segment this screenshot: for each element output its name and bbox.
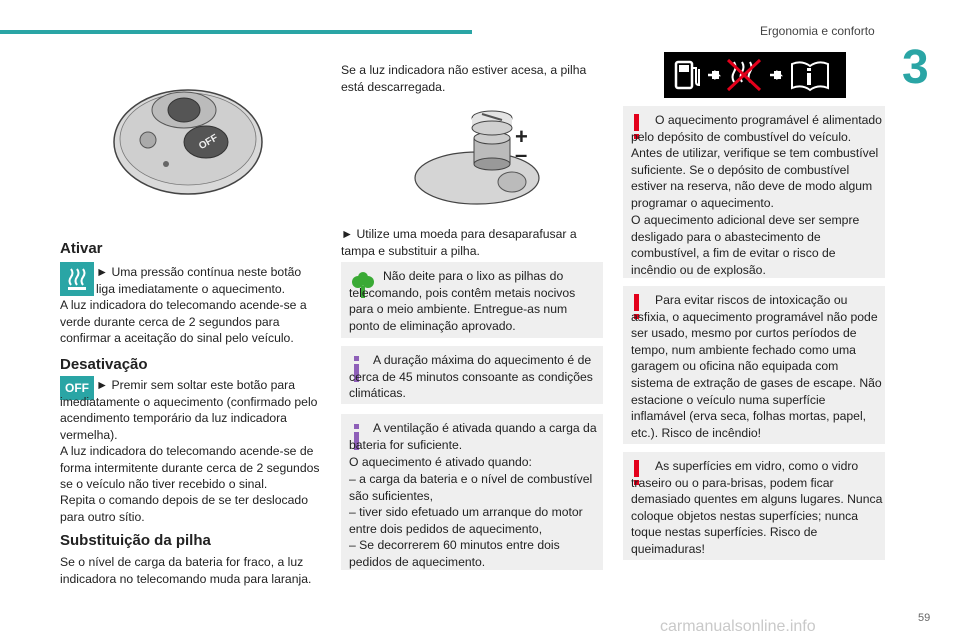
info-2-line4: – Se decorrerem 60 minutos entre dois pedidos de aquecimento.	[349, 538, 560, 569]
off-icon-label: OFF	[65, 381, 89, 395]
plus-label: +	[515, 124, 528, 149]
info-box-1	[341, 346, 603, 404]
warning-box-2	[623, 286, 885, 444]
remote-control-illustration	[108, 82, 268, 202]
warning-box-3	[623, 452, 885, 560]
section-title: Ergonomia e conforto	[760, 24, 875, 38]
header-accent-bar	[0, 30, 472, 34]
info-2-line2: – a carga da bateria e o nível de combustível são suficientes,	[349, 472, 593, 503]
ativar-text: A luz indicadora do telecomando acende-se a verde durante cerca de 2 segundos para confirmar a aceitação do sinal pelo veículo.	[60, 298, 307, 346]
remote-off-label: OFF	[197, 132, 220, 153]
desativacao-text2: Repita o comando depois de se ter deslocado para outro sítio.	[60, 493, 308, 524]
warning-box-1	[623, 106, 885, 278]
info-1-text: A duração máxima do aquecimento é de cerca de 45 minutos consoante as condições climáticas.	[349, 353, 593, 401]
warning-3-text: As superfícies em vidro, como o vidro traseiro ou o para-brisas, podem ficar demasiado quentes em alguns lugares. Nunca coloque objetos nestas superfícies; nunca toque nestas superfícies. Risco de queimaduras!	[631, 459, 883, 556]
pilha-text: Se o nível de carga da bateria for fraco, a luz indicadora no telecomando muda para laranja.	[60, 555, 312, 586]
minus-label: –	[515, 142, 528, 167]
info-2-line1: O aquecimento é ativado quando:	[349, 455, 532, 469]
eco-note-box	[341, 262, 603, 338]
warning-1b-text: O aquecimento adicional deve ser sempre desligado para o abastecimento de combustível, a fim de evitar o risco de incêndio ou de explosão.	[631, 213, 860, 277]
heading-pilha: Substituição da pilha	[60, 532, 211, 549]
info-box-2	[341, 414, 603, 570]
section-ativar	[60, 240, 322, 257]
info-2-lead: A ventilação é ativada quando a carga da bateria for suficiente.	[349, 421, 597, 452]
ativar-bullet: ► Uma pressão contínua neste botão liga imediatamente o aquecimento.	[96, 265, 302, 296]
warning-2-text: Para evitar riscos de intoxicação ou asfixia, o aquecimento programável não pode ser usado, mesmo por curtos períodos de tempo, num ambiente fechado como uma garagem ou oficina não equipada com sistema de extração de gases de escape. Não estacione o veículo numa superfície inflamável (erva seca, folhas mortas, papel, etc.). Risco de incêndio!	[631, 293, 882, 440]
battery-replacement-illustration	[412, 100, 552, 210]
heading-desativacao: Desativação	[60, 356, 148, 373]
heading-ativar: Ativar	[60, 240, 103, 257]
watermark: carmanualsonline.info	[660, 618, 816, 635]
middle-instruction: ► Utilize uma moeda para desaparafusar a tampa e substituir a pilha.	[341, 227, 577, 258]
eco-note-text: Não deite para o lixo as pilhas do telecomando, pois contêm metais nocivos para o meio ambiente. Entregue-as num ponto de eliminação aprovado.	[349, 269, 576, 333]
desativacao-text1: A luz indicadora do telecomando acende-se de forma intermitente durante cerca de 2 segundos se o veículo não tiver recebido o sinal.	[60, 444, 320, 492]
warning-1a-text: O aquecimento programável é alimentado pelo depósito de combustível do veículo. Antes de utilizar, verifique se tem combustível suficiente. Se o depósito de combustível estiver na reserva, não deve de modo algum programar o aquecimento.	[631, 113, 882, 210]
fuel-heating-pictogram	[664, 52, 846, 98]
heat-button-icon	[60, 262, 94, 296]
middle-intro: Se a luz indicadora não estiver acesa, a pilha está descarregada.	[341, 63, 587, 94]
info-2-line3: – tiver sido efetuado um arranque do motor entre dois pedidos de aquecimento,	[349, 505, 583, 536]
desativacao-bullet: ► Premir sem soltar este botão para imediatamente o aquecimento (confirmado pelo acendimento temporário da luz indicadora vermelha).	[60, 378, 318, 442]
chapter-number: 3	[902, 41, 929, 94]
page-number: 59	[918, 612, 931, 624]
